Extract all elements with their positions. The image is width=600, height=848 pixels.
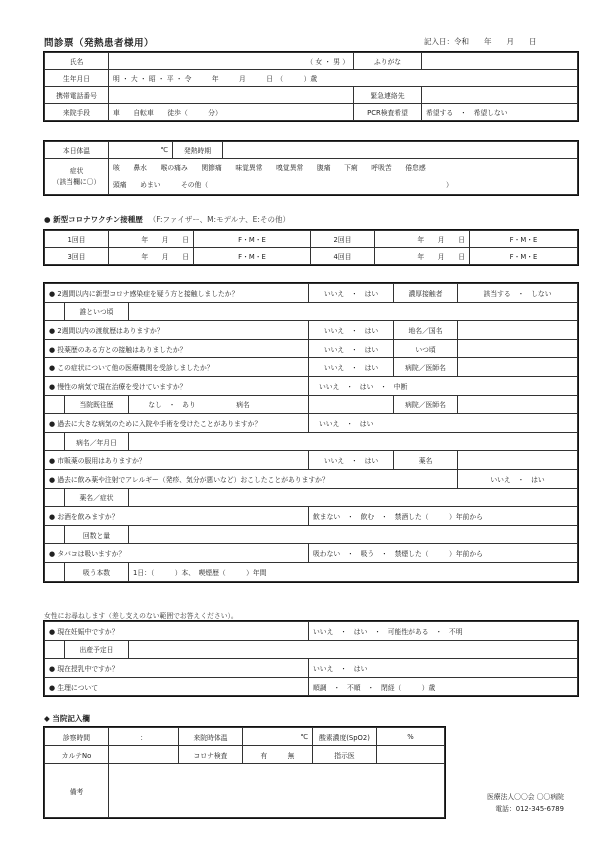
hospital-name: 医療法人〇〇会 〇〇病院 [487,793,564,801]
vaccine-subtext: （F:ファイザー、M:モデルナ、E:その他） [148,215,290,224]
symptom-table [44,141,578,195]
pcr-label: PCR検査希望 [354,104,422,121]
form-title: 問診票（発熱患者様用） [44,38,155,49]
history-hospital-label: 病院／医師名 [394,395,458,414]
dose4-label: 4回目 [311,248,375,265]
disease-name-field[interactable] [309,395,394,414]
vaccine-heading-text: ● 新型コロナワクチン接種歴 [44,215,143,224]
q8-yn[interactable]: いいえ ・ はい [458,469,578,488]
covid-test-label: コロナ検査 [179,746,243,764]
dose4-maker[interactable]: F・M・E [470,248,578,265]
indent-spacer [45,302,65,321]
clinic-table [44,727,445,818]
covid-test-field[interactable]: 有 無 [243,746,313,764]
doctor-field[interactable] [377,746,445,764]
dose3-date[interactable]: 年 月 日 [109,248,194,265]
q7-drug-field[interactable] [458,451,578,470]
w2-yn[interactable]: いいえ ・ はい [309,659,578,678]
q2-right-field[interactable] [458,321,578,340]
pcr-field[interactable]: 希望する ・ 希望しない [422,104,578,121]
q8-sub-label: 薬名／症状 [65,488,129,507]
q9-sub-label: 回数と量 [65,525,129,544]
dose4-date[interactable]: 年 月 日 [375,248,470,265]
symptoms-label: 症状 [69,166,84,175]
q4-right-field[interactable] [458,358,578,377]
q4-question: ● この症状について他の医療機関を受診しましたか？ [45,358,309,377]
doctor-label: 指示医 [313,746,377,764]
q10-question: ● タバコは吸いますか？ [45,544,309,563]
q3-right-field[interactable] [458,339,578,358]
indent-spacer [45,432,65,451]
dose2-date[interactable]: 年 月 日 [375,231,470,248]
q6-question: ● 過去に大きな病気のために入院や手術を受けたことがありますか？ [45,414,309,433]
w1-sub-field[interactable] [129,640,578,659]
arrival-temp-label: 来院時体温 [179,728,243,746]
q3-yn[interactable]: いいえ ・ はい [309,339,394,358]
indent-spacer [45,395,65,414]
exam-time-field[interactable]: ： [109,728,179,746]
clinic-heading: ◆ 当院記入欄 [44,714,90,723]
w2-question: ● 現在授乳中ですか？ [45,659,309,678]
w1-question: ● 現在妊娠中ですか？ [45,622,309,641]
symptoms-sub: （該当欄に〇） [52,177,101,186]
hospital-info [487,791,564,815]
q6-sub-field[interactable] [129,432,578,451]
spo2-field[interactable]: % [377,728,445,746]
q3-right-label: いつ頃 [394,339,458,358]
q7-question: ● 市販薬の服用はありますか？ [45,451,309,470]
dob-field[interactable]: 明 ・ 大 ・ 昭 ・ 平 ・ 令 年 月 日 （ ）歳 [109,70,578,87]
phone-label: 携帯電話番号 [45,87,109,104]
emergency-field[interactable] [422,87,578,104]
indent-spacer [45,525,65,544]
q7-yn[interactable]: いいえ ・ はい [309,451,394,470]
phone-field[interactable] [109,87,354,104]
symptoms-row2[interactable]: 頭痛 めまい その他（ ） [113,180,453,189]
w3-value[interactable]: 順調 ・ 不順 ・ 閉経（ ）歳 [309,677,578,696]
dose2-label: 2回目 [311,231,375,248]
history-hospital-field[interactable] [458,395,578,414]
entry-date: 記入日：令和 年 月 日 [424,37,537,46]
q1-yn[interactable]: いいえ ・ はい [309,284,394,303]
dob-label: 生年月日 [45,70,109,87]
q8-question: ● 過去に飲み薬や注射でアレルギー（発疹、気分が悪いなど）おこしたことがありますか？ [45,469,458,488]
transport-label: 来院手段 [45,104,109,121]
symptoms-row1[interactable]: 咳 鼻水 喉の痛み 関節痛 味覚異常 嗅覚異常 腹痛 下痢 呼吸苦 倦怠感 [113,163,426,172]
q1-close-contact-value[interactable]: 該当する ・ しない [458,284,578,303]
dose1-maker[interactable]: F・M・E [194,231,311,248]
symptoms-label-cell [45,159,109,195]
onset-field[interactable] [223,142,578,159]
q1-sub-label: 誰といつ頃 [65,302,129,321]
q10-sub-value[interactable]: 1日：（ ）本、 喫煙歴（ ）年間 [129,562,578,581]
indent-spacer [45,640,65,659]
q6-sub-label: 病名／年月日 [65,432,129,451]
women-note: 女性にお尋ねします（差し支えのない範囲でお答えください）。 [44,612,238,620]
q3-question: ● 投薬歴のある方との接触はありましたか？ [45,339,309,358]
onset-label: 発熱時期 [173,142,223,159]
exam-time-label: 診察時間 [45,728,109,746]
q6-yn[interactable]: いいえ ・ はい [309,414,578,433]
indent-spacer [45,488,65,507]
q5-yn[interactable]: いいえ ・ はい ・ 中断 [309,376,578,395]
q2-question: ● 2週間以内の渡航歴はありますか？ [45,321,309,340]
remarks-field[interactable] [109,764,445,818]
name-field[interactable]: （ 女 ・ 男 ） [109,53,354,70]
vaccine-table [44,230,578,265]
q4-yn[interactable]: いいえ ・ はい [309,358,394,377]
disease-name-label: 病名 [236,401,250,410]
karte-label: カルテNo [45,746,109,764]
temp-field[interactable]: ℃ [109,142,173,159]
dose1-date[interactable]: 年 月 日 [109,231,194,248]
vaccine-heading [44,214,290,225]
furigana-label: ふりがな [354,53,422,70]
spo2-label: 酸素濃度(SpO2) [313,728,377,746]
w1-value[interactable]: いいえ ・ はい ・ 可能性がある ・ 不明 [309,622,578,641]
patient-info-grid [44,52,578,121]
q1-close-contact-label: 濃厚接触者 [394,284,458,303]
q2-right-label: 地名／国名 [394,321,458,340]
q10-sub-label: 吸う本数 [65,562,129,581]
furigana-field[interactable] [422,53,578,70]
q4-right-label: 病院／医師名 [394,358,458,377]
temp-label: 本日体温 [45,142,109,159]
q9-sub-field[interactable] [129,525,578,544]
dose3-label: 3回目 [45,248,109,265]
dose2-maker[interactable]: F・M・E [470,231,578,248]
q9-value[interactable]: 飲まない ・ 飲む ・ 禁酒した（ ）年前から [309,507,578,526]
q8-sub-field[interactable] [129,488,578,507]
q1-question: ● 2週間以内に新型コロナ感染症を疑う方と接触しましたか？ [45,284,309,303]
emergency-label: 緊急連絡先 [354,87,422,104]
indent-spacer [45,562,65,581]
q1-sub-field[interactable] [129,302,578,321]
remarks-label: 備考 [45,764,109,818]
women-table [44,621,578,696]
transport-field[interactable]: 車 自転車 徒歩（ 分） [109,104,354,121]
name-label-cell: 氏名 [45,53,109,70]
w1-sub-label: 出産予定日 [65,640,129,659]
history-label: 当院既往歴 [65,395,129,414]
q9-question: ● お酒を飲みますか？ [45,507,309,526]
dose3-maker[interactable]: F・M・E [194,248,311,265]
q10-value[interactable]: 吸わない ・ 吸う ・ 禁煙した（ ）年前から [309,544,578,563]
questionnaire-grid [44,283,578,582]
q5-question: ● 慢性の病気で現在治療を受けていますか？ [45,376,309,395]
w3-question: ● 生理について [45,677,309,696]
dose1-label: 1回目 [45,231,109,248]
q2-yn[interactable]: いいえ ・ はい [309,321,394,340]
karte-field[interactable] [109,746,179,764]
history-value[interactable]: なし ・ あり [148,401,196,410]
history-row[interactable] [129,395,309,414]
hospital-phone: 電話：012-345-6789 [495,805,564,813]
arrival-temp-field[interactable]: ℃ [243,728,313,746]
q7-drug-label: 薬名 [394,451,458,470]
symptoms-field[interactable] [109,159,578,195]
